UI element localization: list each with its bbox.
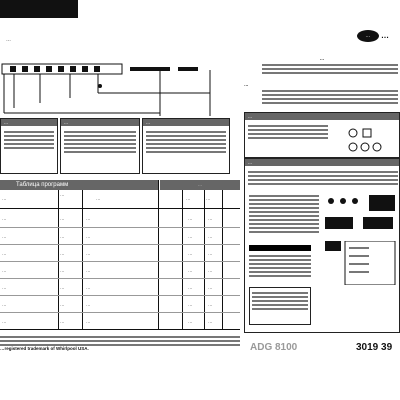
row-desc: … [86,302,91,307]
row-program: … [2,268,7,273]
table-row [0,313,240,330]
row-temp: … [60,216,65,221]
row-temp: … [60,302,65,307]
row-program: … [2,319,7,324]
row-v2: … [208,234,213,239]
row-v1: … [188,251,193,256]
model-number: ADG 8100 [250,342,298,353]
center-mid-lines [143,126,229,158]
notice-2: … [244,82,249,87]
center-mid-box [142,118,230,174]
header-title-fragment: … [6,37,11,43]
table-row [0,296,240,313]
table-row [0,210,240,228]
notice-2-lines [262,88,398,108]
row-desc: … [86,216,91,221]
row-v2: … [208,216,213,221]
row-program: … [2,234,7,239]
row-v1: … [188,319,193,324]
right-lower-lines [245,166,400,190]
col-header-v2: … [206,196,211,201]
col-header-program: … [2,196,7,201]
table-row [0,279,240,296]
row-temp: … [60,319,65,324]
right-mid-title: … [245,113,399,120]
row-v2: … [208,251,213,256]
right-mid-box [244,112,400,158]
row-temp: … [60,251,65,256]
left-mid-title: … [1,119,57,126]
table-row [0,262,240,279]
table-row [0,245,240,262]
row-temp: … [60,268,65,273]
row-v2: … [208,302,213,307]
row-v2: … [208,285,213,290]
row-program: … [2,285,7,290]
col-header-temp: … [60,192,65,197]
col-header-desc: … [96,196,101,201]
bottom-left-box [249,287,311,325]
filter-icon [341,123,400,153]
program-table-extra-header: … [160,180,240,190]
program-table-title: Таблица программ [0,180,158,190]
mid-box [60,118,140,174]
row-temp: … [60,234,65,239]
left-mid-lines [1,126,57,154]
left-mid-box [0,118,58,174]
mid-box-title: … [61,119,139,126]
right-mid-lines [245,120,331,144]
row-v2: … [208,268,213,273]
program-table [0,180,240,330]
table-row [0,228,240,245]
bottom-left-lines [250,288,310,314]
document-code: 3019 39 [356,342,393,353]
display-panel-icon [323,195,399,235]
row-v2: … [208,319,213,324]
mid-box-lines [61,126,139,158]
right-lower-title: … [245,159,399,166]
logo-suffix: … [381,31,389,40]
row-program: … [2,216,7,221]
row-v1: … [188,302,193,307]
header-bar [0,0,78,18]
row-v1: … [188,216,193,221]
warning-bar [249,245,311,251]
row-desc: … [86,234,91,239]
row-v1: … [188,268,193,273]
row-v1: … [188,234,193,239]
trademark-note: …registered trademark of Whirlpool USA. [0,346,89,351]
left-col-lines [249,193,319,235]
row-program: … [2,302,7,307]
notice-1: … [319,56,325,61]
control-panel-diagram [0,58,230,118]
control-panel-lines [0,58,230,118]
row-desc: … [86,319,91,324]
row-temp: … [60,285,65,290]
warning-lines [249,253,311,279]
row-v1: … [188,285,193,290]
col-header-v1: … [186,196,191,201]
right-lower-box [244,158,400,333]
lower-display-icons [323,241,399,285]
row-desc: … [86,268,91,273]
center-mid-title: … [143,119,229,126]
row-desc: … [86,251,91,256]
notice-1-lines [262,62,398,80]
whirlpool-logo: … [357,30,379,42]
row-program: … [2,251,7,256]
row-desc: … [86,285,91,290]
